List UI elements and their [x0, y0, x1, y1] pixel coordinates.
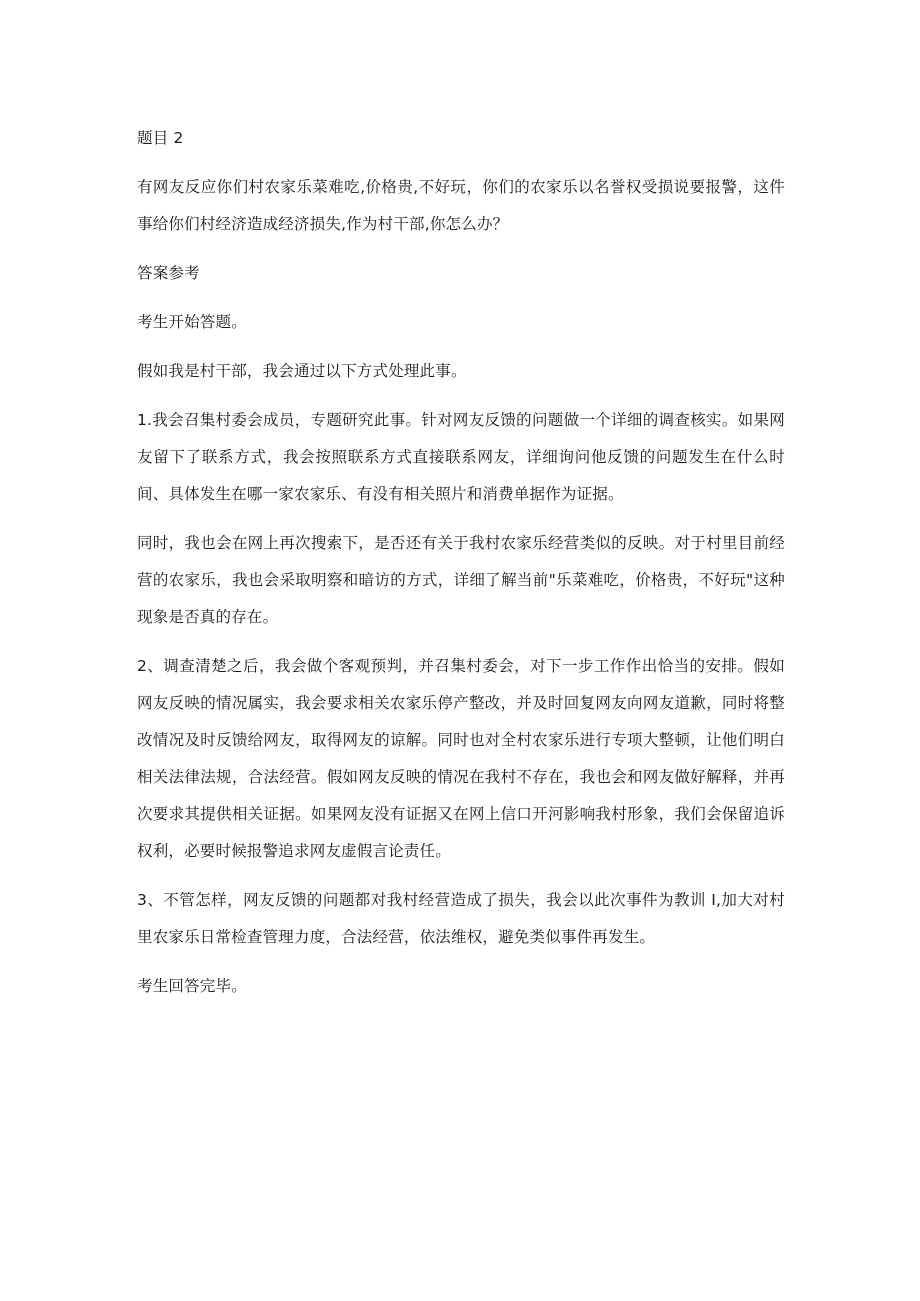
answer-heading: 答案参考 [137, 264, 200, 282]
answer-paragraph: 同时，我也会在网上再次搜索下，是否还有关于我村农家乐经营类似的反映。对于村里目前经营的农家乐，我也会采取明察和暗访的方式，详细了解当前"乐菜难吃，价格贵，不好玩"这种现象是否真的存在。 [137, 534, 785, 626]
answer-paragraph: 假如我是村干部，我会通过以下方式处理此事。 [137, 362, 467, 380]
document-body [137, 120, 785, 1017]
answer-paragraph: 考生回答完毕。 [137, 977, 247, 995]
question-title: 题目 2 [137, 129, 184, 147]
answer-paragraph: 1.我会召集村委会成员，专题研究此事。针对网友反馈的问题做一个详细的调查核实。如果网友留下了联系方式，我会按照联系方式直接联系网友，详细询问他反馈的问题发生在什么时间、具体发生在哪一家农家乐、有没有相关照片和消费单据作为证据。 [137, 411, 785, 503]
answer-paragraph: 2、调查清楚之后，我会做个客观预判，并召集村委会，对下一步工作作出恰当的安排。假如网友反映的情况属实，我会要求相关农家乐停产整改，并及时回复网友向网友道歉，同时将整改情况及时反馈给网友，取得网友的谅解。同时也对全村农家乐进行专项大整顿，让他们明白相关法律法规，合法经营。假如网友反映的情况在我村不存在，我也会和网友做好解释，并再次要求其提供相关证据。如果网友没有证据又在网上信口开河影响我村形象，我们会保留追诉权利，必要时候报警追求网友虚假言论责任。 [137, 657, 785, 860]
question-body: 有网友反应你们村农家乐菜难吃,价格贵,不好玩，你们的农家乐以名誉权受损说要报警，这件事给你们村经济造成经济损失,作为村干部,你怎么办？ [137, 178, 785, 233]
answer-paragraph: 考生开始答题。 [137, 313, 247, 331]
answer-paragraph: 3、不管怎样，网友反馈的问题都对我村经营造成了损失，我会以此次事件为教训 I,加大对村里农家乐日常检查管理力度，合法经营，依法维权，避免类似事件再发生。 [137, 891, 785, 946]
